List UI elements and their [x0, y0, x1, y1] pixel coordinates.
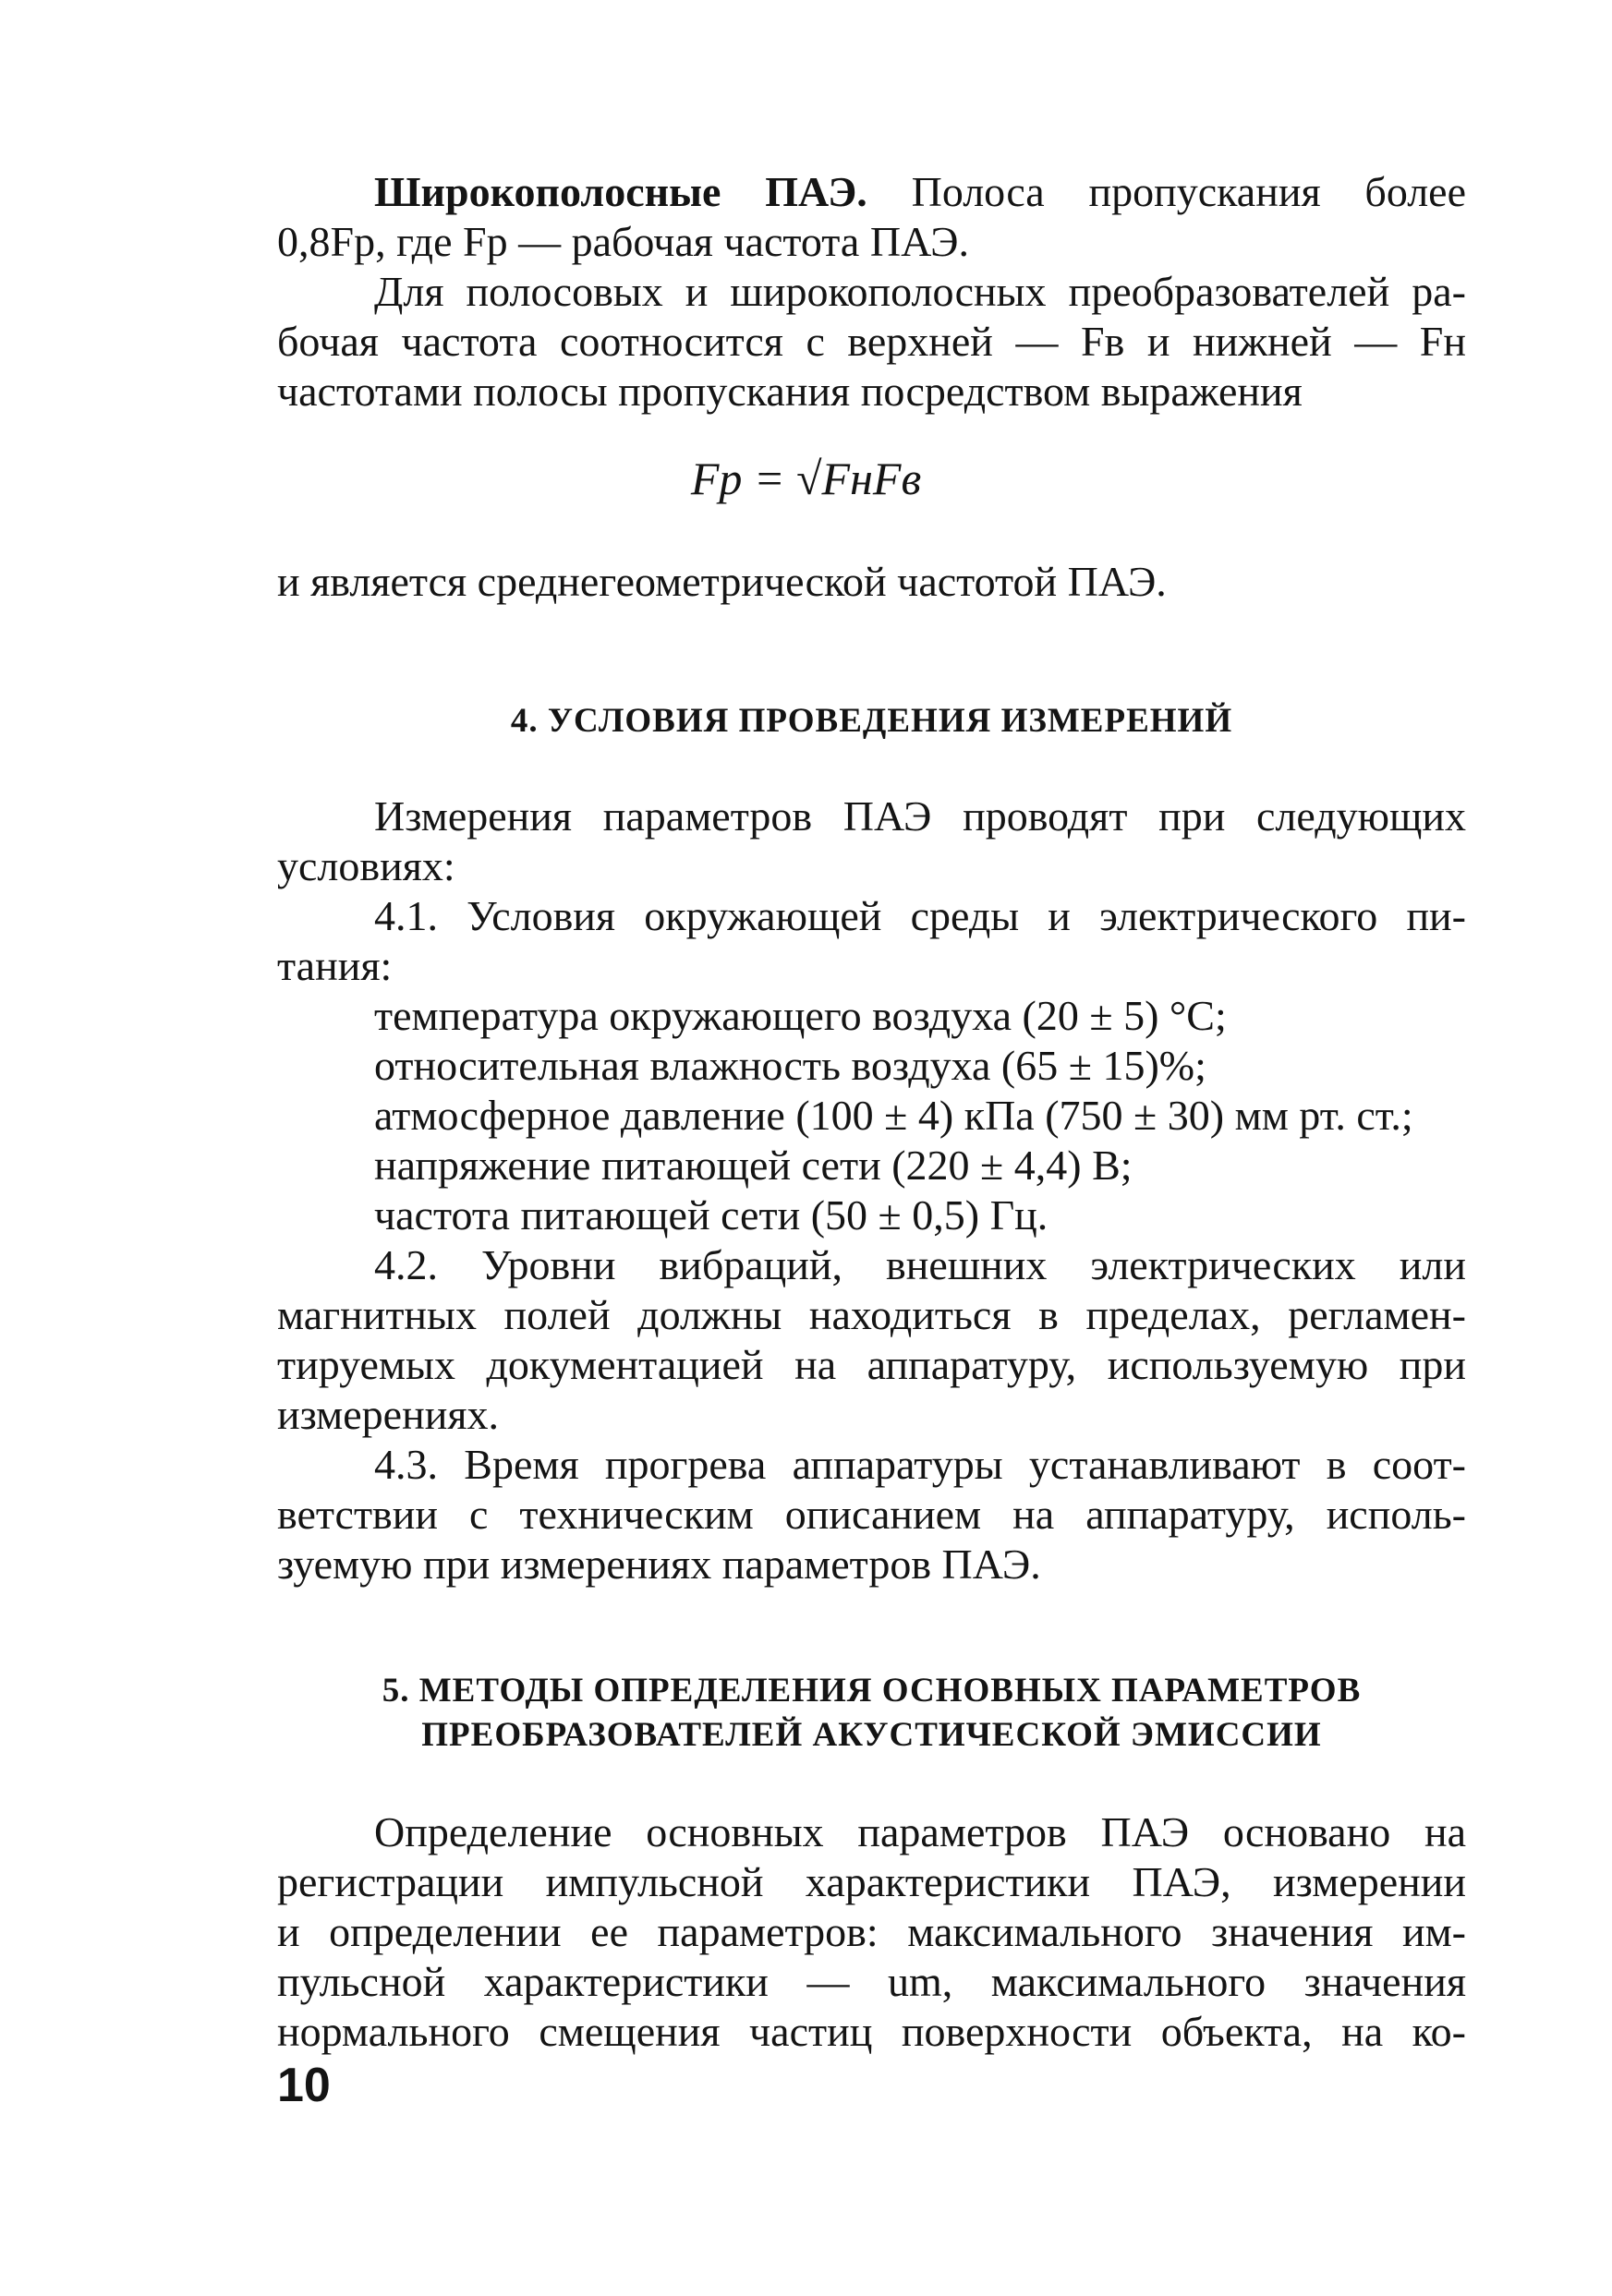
paragraph-line: магнитных полей должны находиться в пределах, регламен- — [277, 1291, 1466, 1338]
section-heading: 4. УСЛОВИЯ ПРОВЕДЕНИЯ ИЗМЕРЕНИЙ — [510, 702, 1233, 740]
paragraph-line: пульсной характеристики — um, максимального значения — [277, 1958, 1466, 2005]
paragraph-line — [374, 168, 1466, 216]
term-bold: Широкополосные ПАЭ. — [374, 168, 867, 215]
paragraph-line: частотами полосы пропускания посредством выражения — [277, 368, 1303, 415]
paragraph-line: Измерения параметров ПАЭ проводят при следующих — [374, 792, 1466, 840]
paragraph-line: тания: — [277, 942, 393, 989]
paragraph-line: регистрации импульсной характеристики ПАЭ, измерении — [277, 1858, 1466, 1905]
paragraph-line: 4.2. Уровни вибраций, внешних электрических или — [374, 1241, 1466, 1288]
list-item: атмосферное давление (100 ± 4) кПа (750 ± 30) мм рт. ст.; — [374, 1092, 1413, 1139]
paragraph-line: Определение основных параметров ПАЭ основано на — [374, 1808, 1466, 1855]
paragraph-line: и определении ее параметров: максимального значения им- — [277, 1908, 1466, 1955]
paragraph-line: ветствии с техническим описанием на аппаратуру, исполь- — [277, 1491, 1466, 1538]
paragraph-line: тируемых документацией на аппаратуру, используемую при — [277, 1341, 1466, 1388]
paragraph-line: Для полосовых и широкополосных преобразователей ра- — [374, 268, 1466, 315]
list-item: относительная влажность воздуха (65 ± 15)%; — [374, 1042, 1206, 1089]
paragraph-line: 4.1. Условия окружающей среды и электрического пи- — [374, 892, 1466, 939]
paragraph-line: условиях: — [277, 842, 455, 889]
paragraph-line: и является среднегеометрической частотой ПАЭ. — [277, 558, 1167, 605]
paragraph-line: измерениях. — [277, 1391, 499, 1438]
section-heading: 5. МЕТОДЫ ОПРЕДЕЛЕНИЯ ОСНОВНЫХ ПАРАМЕТРОВ — [382, 1672, 1362, 1710]
page-number: 10 — [277, 2059, 331, 2112]
paragraph-line: зуемую при измерениях параметров ПАЭ. — [277, 1541, 1041, 1588]
paragraph-line: 0,8Fр, где Fр — рабочая частота ПАЭ. — [277, 218, 970, 265]
section-heading: ПРЕОБРАЗОВАТЕЛЕЙ АКУСТИЧЕСКОЙ ЭМИССИИ — [421, 1716, 1322, 1754]
list-item: температура окружающего воздуха (20 ± 5) °С; — [374, 992, 1227, 1039]
paragraph-line: 4.3. Время прогрева аппаратуры устанавливают в соот- — [374, 1441, 1466, 1488]
list-item: напряжение питающей сети (220 ± 4,4) В; — [374, 1142, 1133, 1189]
paragraph-line: нормального смещения частиц поверхности объекта, на ко- — [277, 2008, 1466, 2055]
list-item: частота питающей сети (50 ± 0,5) Гц. — [374, 1191, 1048, 1239]
paragraph-line: бочая частота соотносится с верхней — Fв и нижней — Fн — [277, 318, 1466, 365]
formula: Fр = √FнFв — [690, 453, 922, 504]
text-run: Полоса пропускания более — [867, 168, 1467, 215]
